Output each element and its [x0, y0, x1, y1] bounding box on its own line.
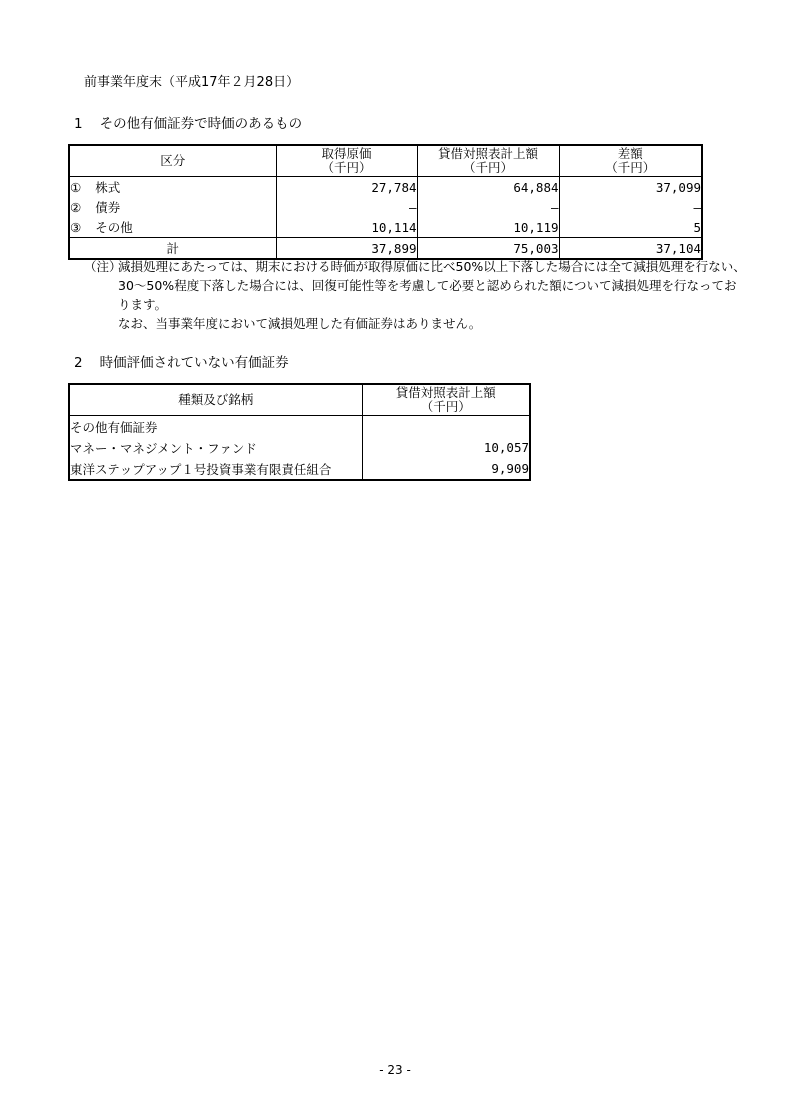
header-difference — [559, 145, 702, 177]
section2-title-text: 時価評価されていない有価証券 — [99, 355, 289, 371]
circled-number-2: ② — [70, 200, 82, 215]
cell-total-carrying: 75,003 — [417, 238, 559, 260]
cell-difference-others: 5 — [559, 217, 702, 238]
section2-number: 2 — [74, 355, 83, 371]
cell-carrying-bonds: ― — [417, 197, 559, 217]
cell-carrying-stocks: 64,884 — [417, 177, 559, 198]
section1-number: 1 — [74, 116, 83, 132]
table-row-others — [69, 217, 702, 238]
cell-cost-stocks: 27,784 — [276, 177, 417, 198]
cell-total-difference: 37,104 — [559, 238, 702, 260]
section1-title-text: その他有価証券で時価のあるもの — [99, 116, 303, 132]
marketable-securities-header-row — [69, 145, 702, 177]
cell-category-stocks — [69, 177, 276, 198]
note-line-2: 30～50%程度下落した場合には、回復可能性等を考慮して必要と認められた額について減損処理を行なってお — [118, 278, 737, 293]
header-balance-sheet-amount-2 — [362, 384, 530, 416]
cell-total-cost: 37,899 — [276, 238, 417, 260]
cell-carrying-others: 10,119 — [417, 217, 559, 238]
category-label-stocks: 株式 — [95, 180, 121, 195]
cell-value-toyo-stepup-fund: 9,909 — [362, 458, 530, 480]
header-difference-label: 差額 — [617, 146, 643, 161]
unvalued-securities-header-row — [69, 384, 530, 416]
cell-value-money-management-fund: 10,057 — [362, 437, 530, 458]
period-heading: 前事業年度末（平成17年２月28日） — [84, 75, 300, 90]
category-label-others: その他 — [95, 220, 133, 235]
header-balance-sheet-amount-2-unit: （千円） — [420, 399, 471, 414]
header-type-and-issue — [69, 384, 362, 416]
header-acquisition-cost-unit: （千円） — [321, 160, 372, 175]
cell-name-other-securities: その他有価証券 — [70, 419, 158, 435]
unvalued-securities-table — [68, 383, 531, 481]
table-row-bonds — [69, 197, 702, 217]
cell-category-others — [69, 217, 276, 238]
header-balance-sheet-amount-2-label: 貸借対照表計上額 — [395, 385, 496, 400]
table-row-other-securities-group — [69, 416, 530, 438]
impairment-note — [84, 257, 746, 333]
header-category-label: 区分 — [160, 153, 186, 168]
header-acquisition-cost-label: 取得原価 — [321, 146, 372, 161]
table-row-toyo-stepup-fund — [69, 458, 530, 480]
marketable-securities-table — [68, 144, 703, 260]
table-row-stocks — [69, 177, 702, 198]
header-balance-sheet-amount-label: 貸借対照表計上額 — [437, 146, 538, 161]
header-acquisition-cost — [276, 145, 417, 177]
section1-title — [74, 112, 302, 132]
section2-title — [74, 351, 289, 371]
circled-number-1: ① — [70, 180, 82, 195]
circled-number-3: ③ — [70, 220, 82, 235]
table-total-row — [69, 238, 702, 260]
cell-name-money-management-fund: マネー・マネジメント・ファンド — [70, 440, 257, 456]
note-line-4: なお、当事業年度において減損処理した有価証券はありません。 — [118, 316, 482, 331]
note-body — [118, 257, 746, 333]
cell-total-label: 計 — [69, 238, 276, 260]
note-line-1: 減損処理にあたっては、期末における時価が取得原価に比べ50%以上下落した場合には全て減損処理を行ない、 — [118, 259, 746, 274]
header-balance-sheet-amount-unit: （千円） — [462, 160, 513, 175]
cell-cost-others: 10,114 — [276, 217, 417, 238]
cell-name-toyo-stepup-fund: 東洋ステップアップ１号投資事業有限責任組合 — [70, 461, 332, 477]
cell-difference-bonds: ― — [559, 197, 702, 217]
category-label-bonds: 債券 — [95, 200, 121, 215]
cell-cost-bonds: ― — [276, 197, 417, 217]
header-balance-sheet-amount — [417, 145, 559, 177]
cell-difference-stocks: 37,099 — [559, 177, 702, 198]
header-category — [69, 145, 276, 177]
cell-value-other-securities — [362, 416, 530, 438]
page-number: - 23 - — [379, 1063, 411, 1077]
header-difference-unit: （千円） — [605, 160, 656, 175]
table-row-money-management-fund — [69, 437, 530, 458]
header-type-and-issue-label: 種類及び銘柄 — [178, 392, 254, 407]
note-marker: （注） — [84, 259, 122, 274]
cell-category-bonds — [69, 197, 276, 217]
note-line-3: ります。 — [118, 297, 168, 312]
